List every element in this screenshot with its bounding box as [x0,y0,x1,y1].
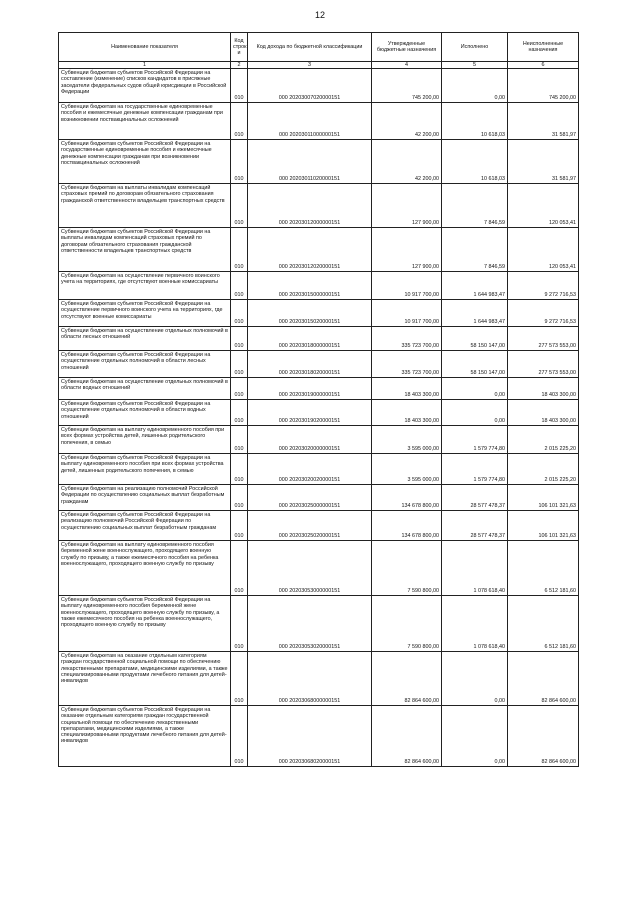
column-number: 3 [248,62,372,69]
row-remaining: 82 864 600,00 [508,706,579,767]
table-row [59,485,579,511]
row-name: Субвенции бюджетам на оказание отдельным категориям граждан государственной социальной помощи по обеспечению лекарственными препаратами, медицинскими изделиями, а также специализированными продуктами лечебного питания для детей-инвалидов [59,652,231,706]
row-remaining: 31 581,97 [508,103,579,140]
row-executed: 7 846,59 [442,184,508,228]
row-income-code: 000 20203020020000151 [248,454,372,485]
row-code: 010 [231,272,248,300]
column-number: 6 [508,62,579,69]
header-remaining: Неисполненные назначения [508,33,579,62]
row-remaining: 106 101 321,63 [508,485,579,511]
row-income-code: 000 20203053020000151 [248,596,372,652]
row-remaining: 2 015 225,20 [508,426,579,454]
row-approved: 134 678 800,00 [372,511,442,541]
row-executed: 1 078 618,40 [442,541,508,596]
budget-table [58,32,579,767]
row-approved: 82 864 600,00 [372,706,442,767]
header-executed: Исполнено [442,33,508,62]
row-code: 010 [231,351,248,378]
row-executed: 10 618,03 [442,140,508,184]
row-remaining: 82 864 600,00 [508,652,579,706]
row-approved: 10 917 700,00 [372,300,442,327]
row-remaining: 31 581,97 [508,140,579,184]
row-executed: 0,00 [442,652,508,706]
row-code: 010 [231,400,248,426]
row-income-code: 000 20203068020000151 [248,706,372,767]
row-income-code: 000 20203012020000151 [248,228,372,272]
column-number-row [59,62,579,69]
row-remaining: 277 573 553,00 [508,327,579,351]
row-executed: 0,00 [442,706,508,767]
row-name: Субвенции бюджетам на выплату единовременного пособия при всех формах устройства детей, лишенных родительского попечения, в семью [59,426,231,454]
row-income-code: 000 20203019020000151 [248,400,372,426]
row-remaining: 6 512 181,60 [508,596,579,652]
row-income-code: 000 20203018000000151 [248,327,372,351]
table-row [59,300,579,327]
row-executed: 0,00 [442,69,508,103]
row-code: 010 [231,228,248,272]
header-row [59,33,579,62]
row-executed: 1 078 618,40 [442,596,508,652]
row-name: Субвенции бюджетам субъектов Российской Федерации на осуществление первичного воинского учета на территориях, где отсутствуют военные комиссариаты [59,300,231,327]
table-row [59,327,579,351]
table-row [59,454,579,485]
row-income-code: 000 20203011000000151 [248,103,372,140]
table-row [59,511,579,541]
row-code: 010 [231,140,248,184]
row-approved: 335 723 700,00 [372,327,442,351]
row-income-code: 000 20203007020000151 [248,69,372,103]
row-approved: 127 900,00 [372,184,442,228]
table-row [59,69,579,103]
row-executed: 58 150 147,00 [442,327,508,351]
row-code: 010 [231,184,248,228]
row-remaining: 18 403 300,00 [508,378,579,400]
row-name: Субвенции бюджетам на осуществление отдельных полномочий в области лесных отношений [59,327,231,351]
row-remaining: 2 015 225,20 [508,454,579,485]
row-approved: 18 403 300,00 [372,378,442,400]
row-approved: 10 917 700,00 [372,272,442,300]
row-remaining: 120 053,41 [508,228,579,272]
row-income-code: 000 20203020000000151 [248,426,372,454]
row-approved: 7 590 800,00 [372,541,442,596]
row-approved: 127 900,00 [372,228,442,272]
table-row [59,228,579,272]
row-code: 010 [231,69,248,103]
row-approved: 82 864 600,00 [372,652,442,706]
table-row [59,596,579,652]
row-executed: 0,00 [442,378,508,400]
row-approved: 18 403 300,00 [372,400,442,426]
row-name: Субвенции бюджетам субъектов Российской Федерации на осуществление отдельных полномочий в области лесных отношений [59,351,231,378]
row-executed: 1 644 983,47 [442,272,508,300]
row-executed: 10 618,03 [442,103,508,140]
row-code: 010 [231,596,248,652]
row-remaining: 120 053,41 [508,184,579,228]
row-name: Субвенции бюджетам субъектов Российской Федерации на реализацию полномочий Российской Федерации по осуществлению социальных выплат безработным гражданам [59,511,231,541]
row-approved: 42 200,00 [372,103,442,140]
table-row [59,140,579,184]
row-approved: 745 200,00 [372,69,442,103]
row-approved: 3 595 000,00 [372,454,442,485]
table-row [59,351,579,378]
row-code: 010 [231,652,248,706]
row-income-code: 000 20203068000000151 [248,652,372,706]
row-remaining: 106 101 321,63 [508,511,579,541]
table-row [59,272,579,300]
row-name: Субвенции бюджетам субъектов Российской Федерации на государственные единовременные пособия и ежемесячные денежные компенсации гражданам при возникновении поствакцинальных осложнений [59,140,231,184]
row-approved: 7 590 800,00 [372,596,442,652]
row-remaining: 9 272 716,53 [508,272,579,300]
row-name: Субвенции бюджетам на выплаты инвалидам компенсаций страховых премий по договорам обязательного страхования гражданской ответственности владельцев транспортных средств [59,184,231,228]
row-executed: 1 644 983,47 [442,300,508,327]
row-approved: 134 678 800,00 [372,485,442,511]
row-code: 010 [231,706,248,767]
row-code: 010 [231,378,248,400]
table-row [59,706,579,767]
row-name: Субвенции бюджетам на государственные единовременные пособия и ежемесячные денежные компенсации гражданам при возникновении поствакцинальных осложнений [59,103,231,140]
row-income-code: 000 20203015020000151 [248,300,372,327]
row-income-code: 000 20203018020000151 [248,351,372,378]
header-income-code: Код дохода по бюджетной классификации [248,33,372,62]
row-name: Субвенции бюджетам субъектов Российской Федерации на выплату единовременного пособия при всех формах устройства детей, лишенных родительского попечения, в семью [59,454,231,485]
row-approved: 335 723 700,00 [372,351,442,378]
table-row [59,652,579,706]
row-name: Субвенции бюджетам на осуществление первичного воинского учета на территориях, где отсутствуют военные комиссариаты [59,272,231,300]
header-code: Код строк и [231,33,248,62]
table-row [59,541,579,596]
row-executed: 58 150 147,00 [442,351,508,378]
row-income-code: 000 20203025020000151 [248,511,372,541]
row-approved: 42 200,00 [372,140,442,184]
row-code: 010 [231,454,248,485]
row-code: 010 [231,103,248,140]
row-income-code: 000 20203019000000151 [248,378,372,400]
table-row [59,378,579,400]
row-executed: 1 579 774,80 [442,454,508,485]
row-name: Субвенции бюджетам субъектов Российской Федерации на оказание отдельным категориям граждан государственной социальной помощи по обеспечению лекарственными препаратами, медицинскими изделиями, а также специализированными продуктами лечебного питания для детей-инвалидов [59,706,231,767]
table-row [59,400,579,426]
row-name: Субвенции бюджетам субъектов Российской Федерации на выплаты инвалидам компенсаций страховых премий по договорам обязательного страхования гражданской ответственности владельцев транспортных средств [59,228,231,272]
row-executed: 28 577 478,37 [442,511,508,541]
row-code: 010 [231,511,248,541]
row-name: Субвенции бюджетам на осуществление отдельных полномочий в области водных отношений [59,378,231,400]
row-name: Субвенции бюджетам на реализацию полномочий Российской Федерации по осуществлению социальных выплат безработным гражданам [59,485,231,511]
row-executed: 7 846,59 [442,228,508,272]
row-approved: 3 595 000,00 [372,426,442,454]
row-income-code: 000 20203012000000151 [248,184,372,228]
row-name: Субвенции бюджетам субъектов Российской Федерации на выплату единовременного пособия беременной жене военнослужащего, проходящего военную службу по призыву, а также ежемесячного пособия на ребенка военнослужащего, проходящего военную службу по призыву [59,596,231,652]
row-remaining: 277 573 553,00 [508,351,579,378]
table-row [59,103,579,140]
row-name: Субвенции бюджетам субъектов Российской Федерации на составление (изменение) списков кандидатов в присяжные заседатели федеральных судов общей юрисдикции в Российской Федерации [59,69,231,103]
row-income-code: 000 20203011020000151 [248,140,372,184]
row-executed: 28 577 478,37 [442,485,508,511]
column-number: 2 [231,62,248,69]
row-remaining: 9 272 716,53 [508,300,579,327]
row-remaining: 18 403 300,00 [508,400,579,426]
row-income-code: 000 20203053000000151 [248,541,372,596]
table-row [59,426,579,454]
page-number: 12 [314,10,325,20]
row-code: 010 [231,300,248,327]
row-name: Субвенции бюджетам субъектов Российской Федерации на осуществление отдельных полномочий в области водных отношений [59,400,231,426]
row-name: Субвенции бюджетам на выплату единовременного пособия беременной жене военнослужащего, проходящего военную службу по призыву, а также ежемесячного пособия на ребенка военнослужащего, проходящего военную службу по призыву [59,541,231,596]
row-executed: 0,00 [442,400,508,426]
row-income-code: 000 20203025000000151 [248,485,372,511]
column-number: 1 [59,62,231,69]
row-code: 010 [231,426,248,454]
header-approved: Утвержденные бюджетные назначения [372,33,442,62]
header-name: Наименование показателя [59,33,231,62]
row-code: 010 [231,541,248,596]
row-income-code: 000 20203015000000151 [248,272,372,300]
row-remaining: 745 200,00 [508,69,579,103]
row-code: 010 [231,485,248,511]
row-code: 010 [231,327,248,351]
column-number: 4 [372,62,442,69]
column-number: 5 [442,62,508,69]
table-row [59,184,579,228]
row-executed: 1 579 774,80 [442,426,508,454]
row-remaining: 6 512 181,60 [508,541,579,596]
